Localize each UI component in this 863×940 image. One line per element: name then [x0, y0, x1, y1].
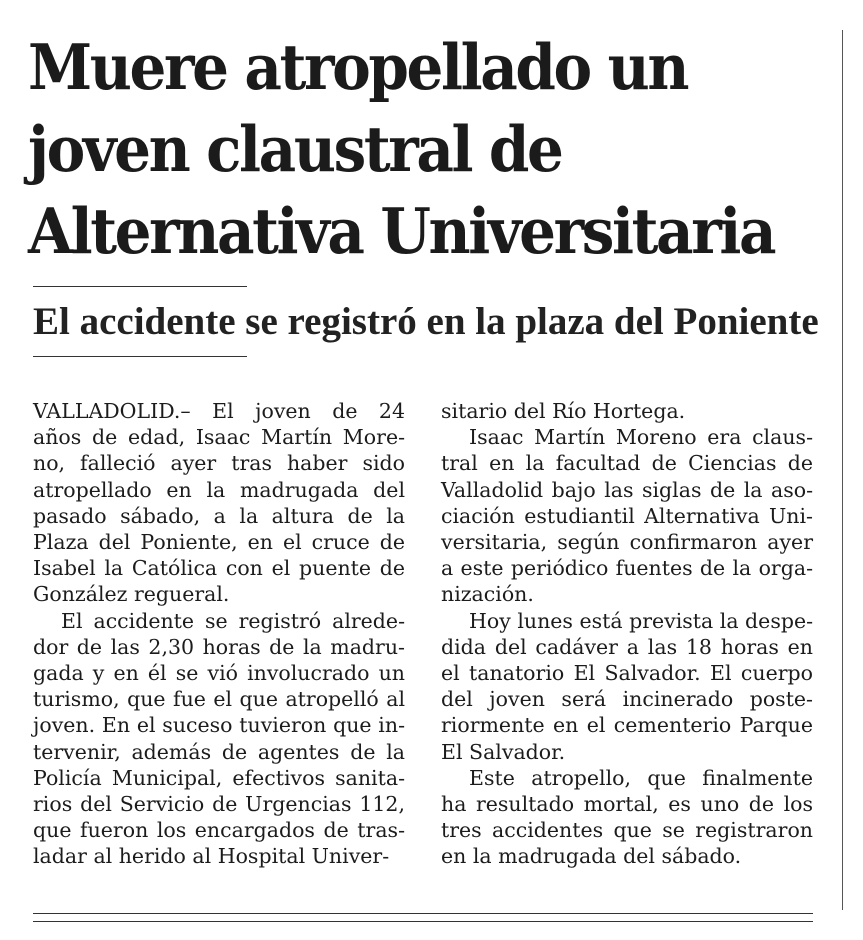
- bottom-rule-1: [33, 913, 813, 914]
- article-line: rios del Servicio de Urgencias 112,: [33, 792, 405, 817]
- article-line: riormente en el cementerio Parque: [441, 713, 813, 738]
- article-line: El Salvador.: [441, 739, 566, 764]
- article-paragraph: [33, 398, 405, 608]
- article-line: El accidente se registró alrede-: [61, 608, 405, 633]
- article-column-left: [33, 398, 405, 870]
- article-line: en la madrugada del sábado.: [441, 844, 742, 869]
- article-line: versitaria, según confirmaron ayer: [441, 530, 813, 555]
- article-line: tervenir, además de agentes de la: [33, 739, 405, 764]
- article-paragraph: [441, 398, 813, 424]
- article-line: ha resultado mortal, es uno de los: [441, 792, 813, 817]
- column-divider-rule: [842, 30, 843, 910]
- article-line: Isaac Martín Moreno era claus-: [469, 425, 813, 450]
- article-paragraph: [441, 424, 813, 607]
- subheadline: El accidente se registró en la plaza del Poniente: [33, 300, 819, 343]
- article-line: tral en la facultad de Ciencias de: [441, 451, 813, 476]
- article-line: no, falleció ayer tras haber sido: [33, 451, 405, 476]
- article-line: tres accidentes que se registraron: [441, 818, 813, 843]
- article-line: joven. En el suceso tuvieron que in-: [33, 713, 405, 738]
- headline: [28, 26, 775, 272]
- article-line: VALLADOLID.– El joven de 24: [33, 399, 405, 423]
- article-line: Hoy lunes está prevista la despe-: [469, 608, 814, 633]
- subhead-bottom-rule: [33, 356, 247, 357]
- article-line: turismo, que fue el que atropelló al: [33, 687, 405, 712]
- article-line: Valladolid bajo las siglas de la aso-: [441, 477, 813, 502]
- article-line: gada y en él se vió involucrado un: [33, 661, 405, 686]
- article-line: Policía Municipal, efectivos sanita-: [33, 765, 405, 790]
- article-line: que fueron los encargados de tras-: [33, 818, 405, 843]
- article-paragraph: [441, 765, 813, 870]
- article-column-right: [441, 398, 813, 870]
- article-line: ciación estudiantil Alternativa Uni-: [441, 503, 813, 528]
- article-line: el tanatorio El Salvador. El cuerpo: [441, 661, 813, 686]
- article-line: dor de las 2,30 horas de la madru-: [33, 634, 405, 659]
- article-line: González regueral.: [33, 582, 230, 607]
- headline-line-1: Muere atropellado un: [28, 30, 688, 104]
- subhead-top-rule: [33, 286, 247, 287]
- article-line: dida del cadáver a las 18 horas en: [441, 634, 813, 659]
- article-line: Plaza del Poniente, en el cruce de: [33, 530, 405, 555]
- article-line: Este atropello, que finalmente: [469, 765, 813, 790]
- article-line: sitario del Río Hortega.: [441, 399, 686, 423]
- article-paragraph: [441, 608, 813, 765]
- article-line: ladar al herido al Hospital Univer-: [33, 844, 390, 869]
- article-paragraph: [33, 608, 405, 870]
- article-line: años de edad, Isaac Martín More-: [33, 425, 405, 450]
- headline-line-3: Alternativa Universitaria: [28, 194, 775, 268]
- article-line: pasado sábado, a la altura de la: [33, 503, 405, 528]
- headline-line-2: joven claustral de: [28, 112, 562, 186]
- article-line: a este periódico fuentes de la orga-: [441, 556, 813, 581]
- article-line: del joven será incinerado poste-: [441, 687, 813, 712]
- bottom-rule-2: [33, 921, 813, 922]
- article-line: nización.: [441, 582, 534, 607]
- article-line: Isabel la Católica con el puente de: [33, 556, 405, 581]
- article-line: atropellado en la madrugada del: [33, 477, 405, 502]
